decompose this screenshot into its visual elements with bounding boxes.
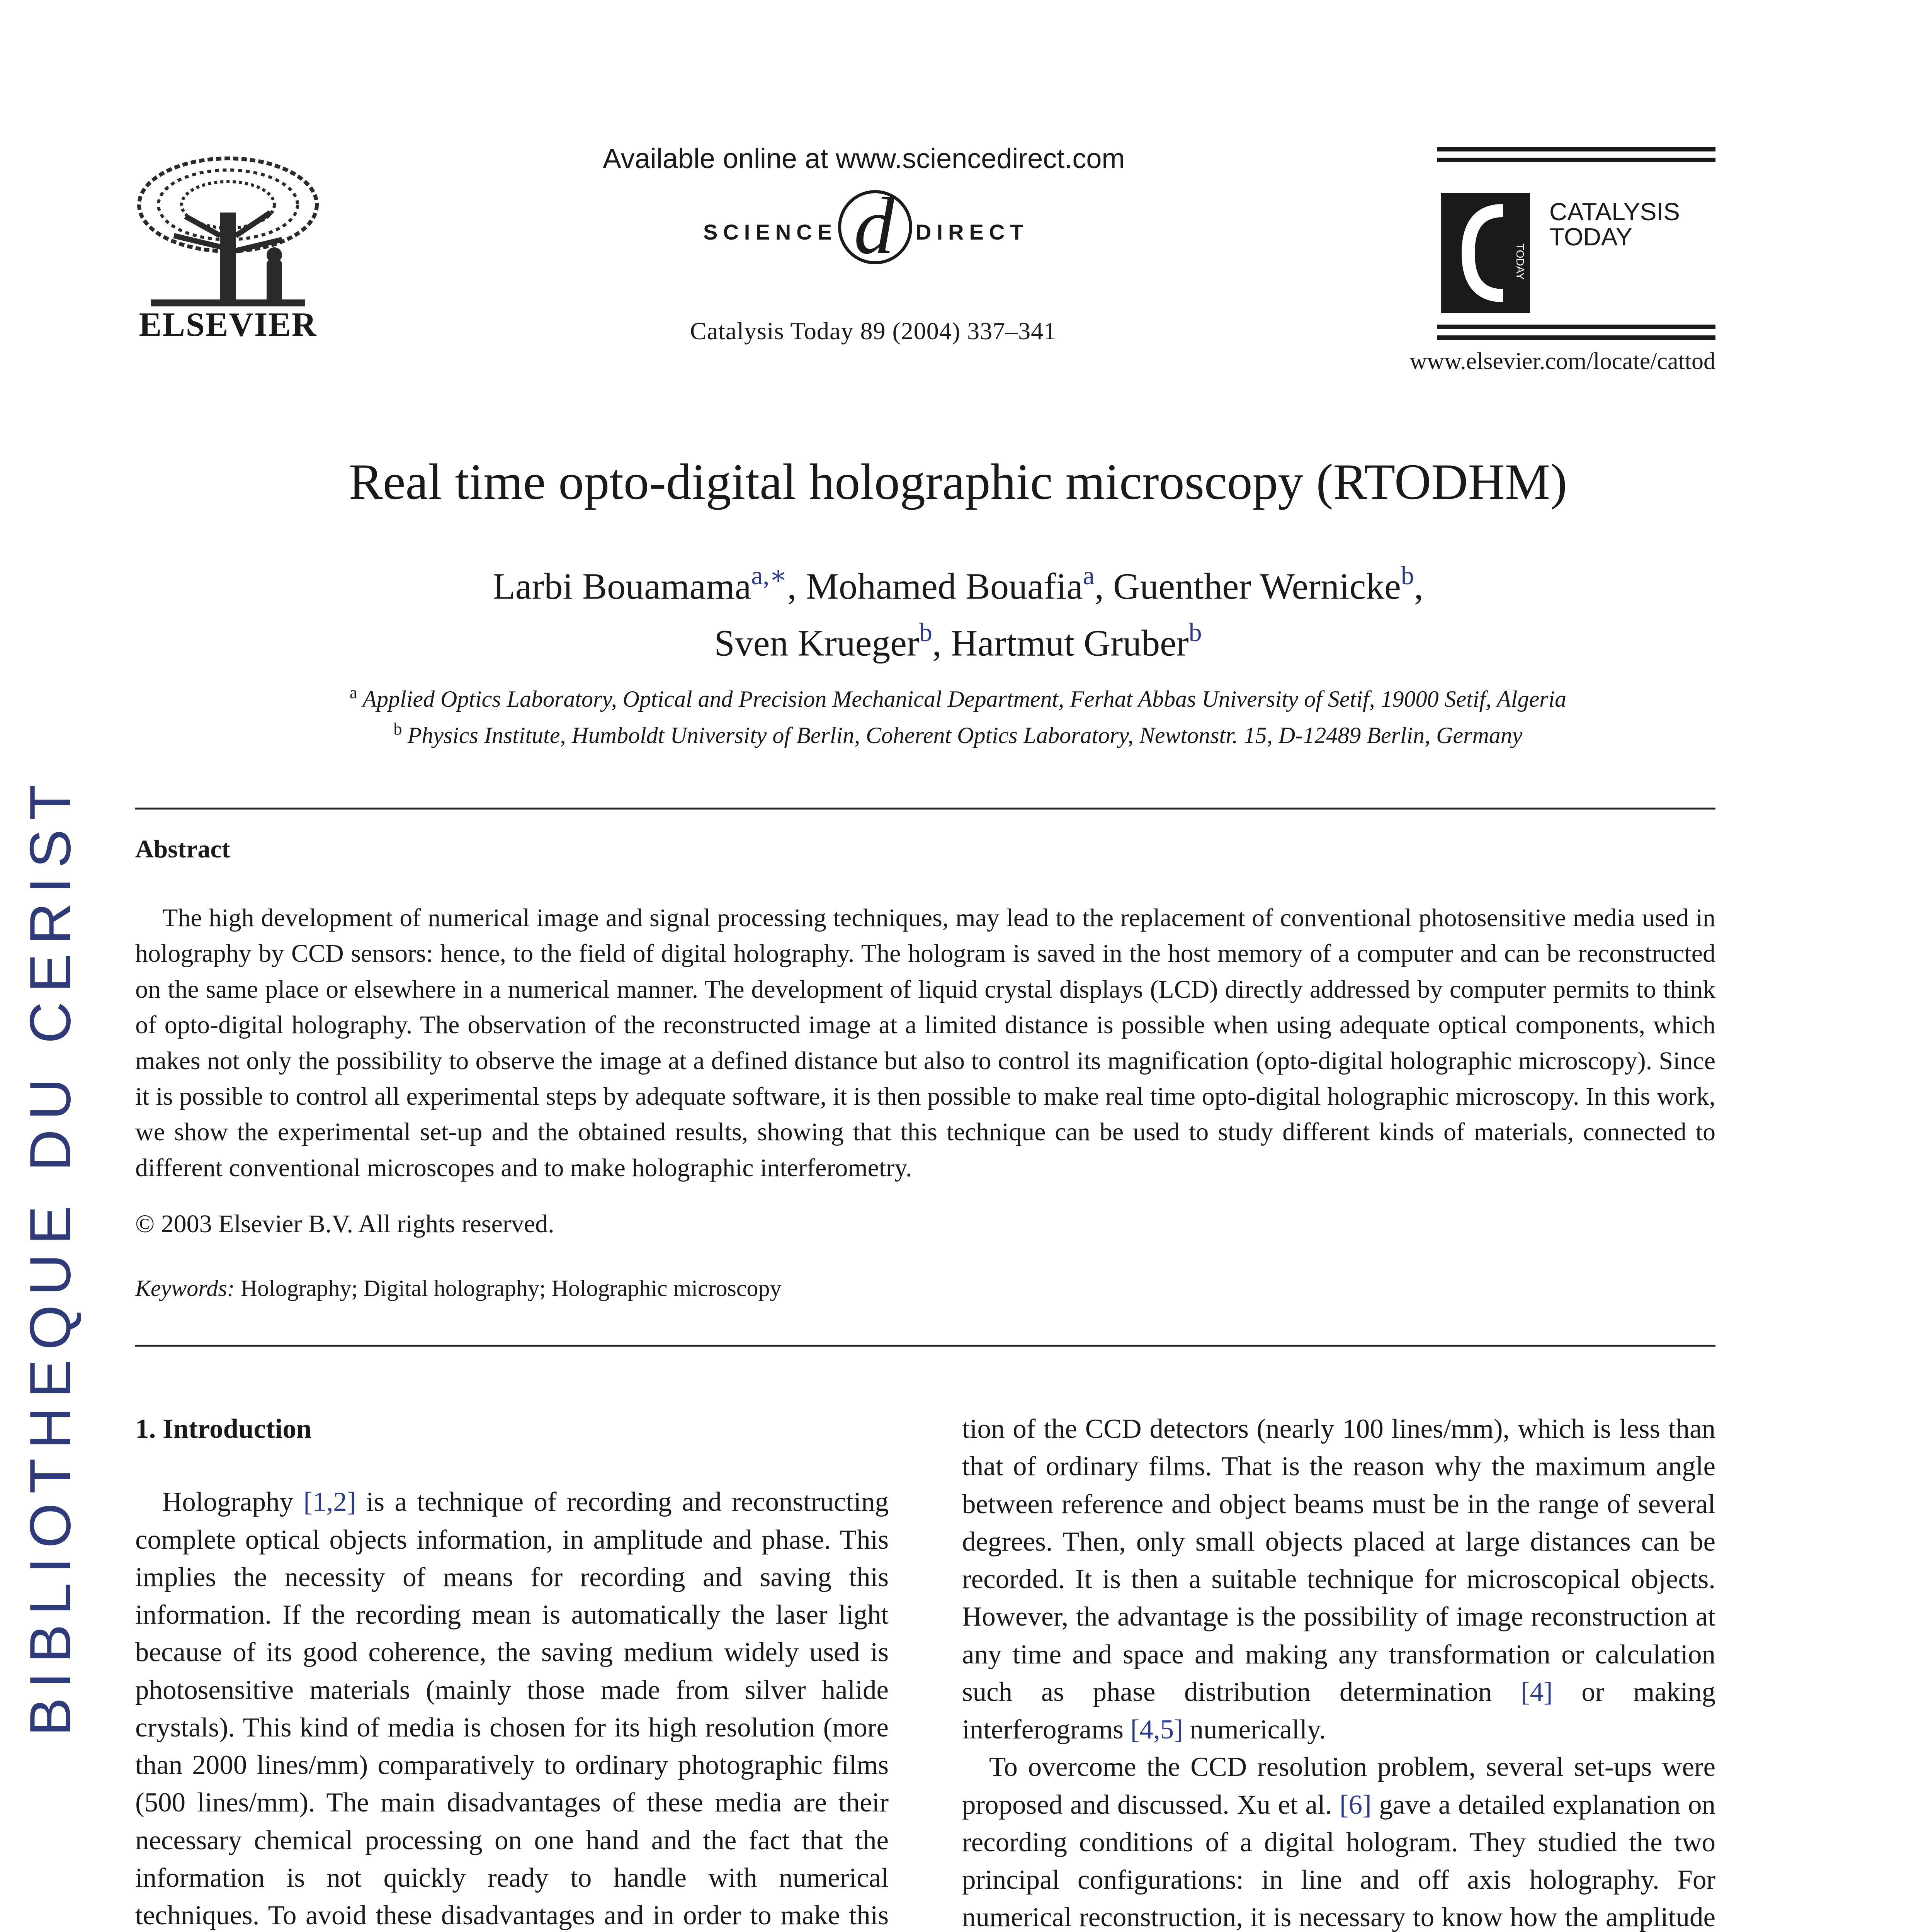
paragraph-text: or making interferograms (962, 1677, 1715, 1745)
affiliation-text: Applied Optics Laboratory, Optical and Precision Mechanical Department, Ferhat Abbas University of Setif, 19000 Setif, Algeria (362, 686, 1567, 712)
catalysis-today-line1: CATALYSIS (1549, 198, 1680, 226)
article-title: Real time opto-digital holographic microscopy (RTODHM) (349, 453, 1567, 510)
abstract-text: The high development of numerical image and signal processing techniques, may lead to the replacement of conventional photosensitive media used in holography by CCD sensors: hence, to the field of digital holography. The hologram is saved in the host memory of a computer and can be reconstructed on the same place or elsewhere in a numerical manner. The development of liquid crystal displays (LCD) directly addressed by computer permits to think of opto-digital holography. The observation of the reconstructed image at a limited distance is possible when using adequate optical components, which makes not only the possibility to observe the image at a defined distance but also to control its magnification (opto-digital holographic microscopy). Since it is possible to control all experimental steps by adequate software, it is then possible to make real time opto-digital holographic microscopy. In this work, we show the experimental set-up and the obtained results, showing that this technique can be used to study different kinds of materials, connected to different conventional microscopes and to make holographic interferometry. (135, 904, 1715, 1182)
paragraph-text: numerically. (1183, 1714, 1326, 1745)
author-separator: , (932, 622, 951, 663)
journal-reference: Catalysis Today 89 (2004) 337–341 (690, 317, 1057, 345)
author-separator: , (787, 565, 806, 607)
author-affiliation-mark[interactable]: b (1188, 617, 1202, 647)
affiliation-mark: b (393, 719, 402, 738)
author-affiliation-mark[interactable]: a,∗ (751, 561, 787, 590)
catalysis-today-line2: TODAY (1549, 223, 1632, 251)
citation-link[interactable]: [6] (1339, 1789, 1372, 1820)
abstract-top-rule (135, 808, 1715, 810)
author-separator: , (1094, 565, 1113, 607)
svg-text:d: d (854, 182, 894, 270)
paragraph-text: is a technique of recording and reconstructing complete optical objects information, in amplitude and phase. This implies the necessity of means for recording and saving this information. If the recording mean is automatically the laser light because of its good coherence, the saving medium widely used is photosensitive materials (mainly those made from silver halide crystals). This kind of media is chosen for its high resolution (more than 2000 lines/mm) comparatively to ordinary photographic films (500 lines/mm). The main disadvantages of these media are their necessary chemical processing on one hand and the fact that the information is not quickly ready to handle with numerical techniques. To avoid these disadvantages and in order to make this (135, 1487, 889, 1931)
elsevier-wordmark: ELSEVIER (139, 306, 317, 344)
author-line-1 (0, 556, 1916, 613)
sciencedirect-left-text: SCIENCE (703, 220, 837, 244)
author-affiliation-mark[interactable]: a (1083, 561, 1095, 590)
author-name[interactable]: Mohamed Bouafia (806, 565, 1083, 607)
author-affiliation-mark[interactable]: b (1401, 561, 1414, 590)
abstract-copyright: © 2003 Elsevier B.V. All rights reserved. (135, 1210, 554, 1238)
body-column-right (962, 1410, 1715, 1932)
journal-url-link[interactable]: www.elsevier.com/locate/cattod (1409, 348, 1715, 374)
body-paragraph (962, 1410, 1715, 1748)
sciencedirect-right-text: DIRECT (916, 220, 1029, 244)
catalysis-today-logo (1437, 147, 1715, 363)
paragraph-text: To overcome the CCD resolution problem, several set-ups were proposed and discussed. Xu et al. (962, 1752, 1715, 1820)
body-paragraph (962, 1748, 1715, 1932)
citation-link[interactable]: [1,2] (303, 1487, 356, 1517)
author-name[interactable]: Hartmut Gruber (950, 622, 1189, 663)
author-name[interactable]: Larbi Bouamama (493, 565, 751, 607)
body-paragraph (135, 1483, 889, 1932)
author-list (0, 556, 1916, 670)
paragraph-text: tion of the CCD detectors (nearly 100 lines/mm), which is less than that of ordinary films. That is the reason why the maximum angle between reference and object beams must be in the range of several degrees. Then, only small objects placed at large distances can be recorded. It is then a suitable technique for microscopical objects. However, the advantage is the possibility of image reconstruction at any time and space and making any transformation or calculation such as phase distribution determination (962, 1414, 1715, 1707)
svg-text:TODAY: TODAY (1514, 243, 1526, 280)
section-heading: 1. Introduction (135, 1414, 312, 1444)
author-name[interactable]: Sven Krueger (714, 622, 919, 663)
sciencedirect-logo (688, 182, 1059, 270)
affiliation-text: Physics Institute, Humboldt University of Berlin, Coherent Optics Laboratory, Newtonstr. 15, D-12489 Berlin, Germany (407, 723, 1523, 748)
author-separator: , (1414, 565, 1423, 607)
author-name[interactable]: Guenther Wernicke (1113, 565, 1401, 607)
author-line-2 (0, 613, 1916, 670)
keywords-label: Keywords: (135, 1276, 235, 1301)
affiliation-mark: a (349, 683, 357, 702)
affiliations (0, 680, 1916, 753)
citation-link[interactable]: [4,5] (1130, 1714, 1183, 1745)
paragraph-text: Holography (162, 1487, 304, 1517)
abstract-bottom-rule (135, 1345, 1715, 1347)
paragraph-text: gave a detailed explanation on recording conditions of a digital hologram. They studied the two principal configurations: in line and off axis holography. For numerical reconstruction, it is necessary to know how the amplitude (962, 1789, 1715, 1932)
affiliation-a (0, 680, 1916, 716)
affiliation-b (0, 716, 1916, 753)
keywords-line (135, 1275, 781, 1302)
body-column-left (135, 1410, 889, 1932)
library-stamp (15, 775, 85, 1736)
citation-link[interactable]: [4] (1520, 1677, 1553, 1707)
abstract-heading: Abstract (135, 835, 230, 863)
available-online-text: Available online at www.sciencedirect.com (603, 143, 1125, 174)
author-affiliation-mark[interactable]: b (919, 617, 932, 647)
keywords-text: Holography; Digital holography; Holographic microscopy (240, 1276, 782, 1301)
library-stamp-text: BIBLIOTHEQUE DU CERIST (17, 775, 83, 1736)
